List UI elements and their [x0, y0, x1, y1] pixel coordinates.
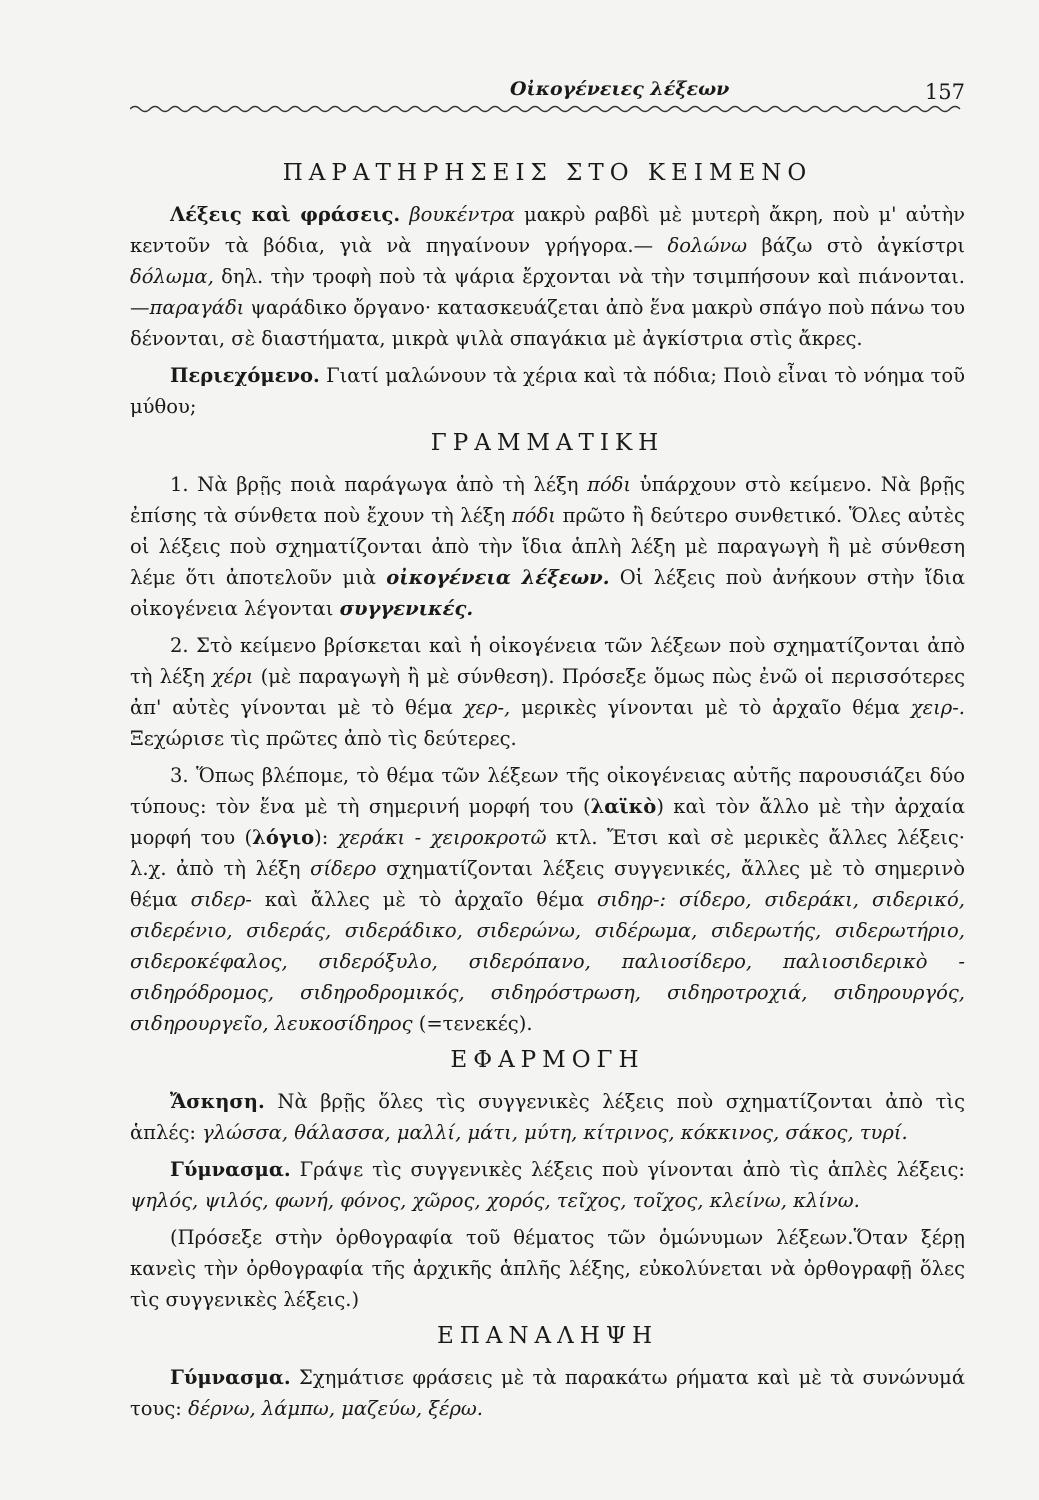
text-run: Οἱ λέξεις ποὺ ἀνήκουν στὴν ἴδια οἰκογένεια λέγονται — [130, 566, 965, 620]
text-run: (μὲ παραγωγὴ ἢ μὲ σύνθεση). Πρόσεξε ὅμως πὼς ἐνῶ οἱ περισσότερες ἀπ' αὐτὲς γίνονται μὲ τὸ θέμα — [130, 665, 965, 719]
italic-word-list: γλώσσα, θάλασσα, μαλλί, μάτι, μύτη, κίτρινος, κόκκινος, σάκος, τυρί. — [202, 1121, 908, 1144]
text-run: 1. Νὰ βρῇς ποιὰ παράγωγα ἀπὸ τὴ λέξη — [170, 473, 579, 496]
text-run: Γιατί μαλώνουν τὰ χέρια καὶ τὰ πόδια; Ποιὸ εἶναι τὸ νόημα τοῦ μύθου; — [130, 364, 966, 418]
text-run: σχηματίζονται λέξεις συγγενικές, ἄλλες μὲ τὸ σημερινὸ θέμα — [130, 857, 965, 911]
bold-term: λόγιο — [252, 826, 315, 849]
page-number: 157 — [924, 80, 965, 104]
section-heading-review: ΕΠΑΝΑΛΗΨΗ — [436, 1323, 659, 1349]
paragraph-grammar-1 — [130, 469, 965, 624]
italic-word: παραγάδι — [149, 296, 245, 319]
italic-word: χεράκι - χειροκροτῶ — [337, 826, 547, 849]
text-run: καὶ ἄλλες μὲ τὸ ἀρχαῖο θέμα — [264, 888, 585, 911]
term-label: Γύμνασμα. — [170, 1158, 291, 1181]
paragraph-words-phrases — [130, 199, 965, 354]
bold-italic-term: οἰκογένεια λέξεων. — [386, 566, 610, 589]
section-heading-grammar: ΓΡΑΜΜΑΤΙΚΗ — [430, 430, 665, 456]
page-content — [130, 152, 965, 1430]
bold-italic-term: συγγενικές. — [339, 597, 474, 620]
paragraph-drill — [130, 1154, 965, 1216]
text-run: ): — [314, 826, 329, 849]
italic-word: σιδερ- — [190, 888, 252, 911]
text-run: μακρὺ ραβδὶ μὲ μυτερὴ ἄκρη, ποὺ μ' αὐτὴν κεντοῦν τὰ βόδια, γιὰ νὰ πηγαίνουν γρήγορα.— — [130, 203, 965, 257]
italic-word: δόλωμα, — [130, 265, 214, 288]
text-run: κτλ. Ἔτσι καὶ σὲ μερικὲς ἄλλες λέξεις· λ.χ. ἀπὸ τὴ λέξη — [130, 826, 966, 880]
italic-word: χειρ-. — [910, 696, 966, 719]
term-label: Λέξεις καὶ φράσεις. — [170, 203, 401, 226]
paragraph-exercise — [130, 1086, 965, 1148]
text-run: ) καὶ τὸν ἄλλο μὲ τὴν ἀρχαία μορφή του ( — [130, 795, 966, 849]
wavy-rule — [130, 104, 965, 114]
paragraph-grammar-2 — [130, 630, 965, 754]
text-run: μερικὲς γίνονται μὲ τὸ ἀρχαῖο θέμα — [521, 696, 900, 719]
text-run: Γράψε τὶς συγγενικὲς λέξεις ποὺ γίνονται ἀπὸ τὶς ἁπλὲς λέξεις: — [299, 1158, 965, 1181]
section-heading-observations: ΠΑΡΑΤΗΡΗΣΕΙΣ ΣΤΟ ΚΕΙΜΕΝΟ — [282, 160, 813, 186]
text-run: Ξεχώρισε τὶς πρῶτες ἀπὸ τὶς δεύτερες. — [130, 727, 517, 750]
bold-term: λαϊκὸ — [590, 795, 657, 818]
paragraph-note — [130, 1222, 965, 1315]
paragraph-content — [130, 360, 965, 422]
italic-word-list: σίδερο, σιδεράκι, σιδερικό, σιδερένιο, σιδεράς, σιδεράδικο, σιδερώνω, σιδέρωμα, σιδερωτής, σιδερωτήριο, σιδεροκέφαλος, σιδερόξυλο, σιδερόπανο, παλιοσίδερο, παλιοσιδερικὸ - σιδηρόδρομος, σιδηροδρομικός, σιδηρόστρωση, σιδηροτροχιά, σιδηρουργός, σιδηρουργεῖο, λευκοσίδηρος — [130, 888, 965, 1035]
italic-word: χερ-, — [463, 696, 511, 719]
paragraph-grammar-3 — [130, 760, 965, 1039]
text-run: Σχημάτισε φράσεις μὲ τὰ παρακάτω ρήματα καὶ μὲ τὰ συνώνυμά τους: — [130, 1366, 965, 1420]
text-run: δηλ. τὴν τροφὴ ποὺ τὰ ψάρια ἔρχονται νὰ τὴν τσιμπήσουν καὶ πιάνονται.— — [130, 265, 965, 319]
italic-word: βουκέντρα — [409, 203, 515, 226]
italic-word-list: δέρνω, λάμπω, μαζεύω, ξέρω. — [188, 1397, 484, 1420]
text-run: (Πρόσεξε στὴν ὀρθογραφία τοῦ θέματος τῶν ὁμώνυμων λέξεων.Ὅταν ξέρῃ κανεὶς τὴν ὀρθογραφία τῆς ἀρχικῆς ἁπλῆς λέξης, εὐκολύνεται νὰ ὀρθογραφῇ ὅλες τὶς συγγενικὲς λέξεις.) — [130, 1226, 965, 1311]
text-run: πρῶτο ἢ δεύτερο συνθετικό. Ὅλες αὐτὲς οἱ λέξεις ποὺ σχηματίζονται ἀπὸ τὴν ἴδια ἁπλὴ λέξη μὲ παραγωγὴ ἢ μὲ σύνθεση λέμε ὅτι ἀποτελοῦν μιὰ — [130, 504, 965, 589]
italic-word: χέρι — [211, 665, 254, 688]
italic-word: πόδι — [587, 473, 632, 496]
term-label: Ἄσκηση. — [170, 1090, 265, 1113]
text-run: (=τενεκές). — [418, 1012, 533, 1035]
term-label: Γύμνασμα. — [170, 1366, 291, 1389]
section-heading-application: ΕΦΑΡΜΟΓΗ — [450, 1047, 645, 1073]
page-header — [130, 70, 965, 118]
text-run: Νὰ βρῇς ὅλες τὶς συγγενικὲς λέξεις ποὺ σχηματίζονται ἀπὸ τὶς ἁπλές: — [130, 1090, 965, 1144]
paragraph-review-drill — [130, 1362, 965, 1424]
text-run: βάζω στὸ ἀγκίστρι — [761, 234, 965, 257]
text-run: ψαράδικο ὄργανο· κατασκευάζεται ἀπὸ ἕνα μακρὺ σπάγο ποὺ πάνω του δένονται, σὲ διαστήματα, μικρὰ ψιλὰ σπαγάκια μὲ ἀγκίστρια στὶς ἄκρες. — [130, 296, 965, 350]
text-run: 3. Ὅπως βλέπομε, τὸ θέμα τῶν λέξεων τῆς οἰκογένειας αὐτῆς παρουσιάζει δύο τύπους: τὸν ἕνα μὲ τὴ σημερινή μορφή του ( — [130, 764, 965, 818]
italic-word-list: ψηλός, ψιλός, φωνή, φόνος, χῶρος, χορός, τεῖχος, τοῖχος, κλείνω, κλίνω. — [130, 1189, 860, 1212]
italic-word: σίδερο — [310, 857, 377, 880]
text-run: ὑπάρχουν στὸ κείμενο. Νὰ βρῇς ἐπίσης τὰ σύνθετα ποὺ ἔχουν τὴ λέξη — [130, 473, 965, 527]
italic-word: δολώνω — [667, 234, 748, 257]
italic-word: σιδηρ-: — [597, 888, 667, 911]
running-title: Οἰκογένειες λέξεων — [510, 78, 730, 100]
italic-word: πόδι — [511, 504, 556, 527]
text-run: 2. Στὸ κείμενο βρίσκεται καὶ ἡ οἰκογένεια τῶν λέξεων ποὺ σχηματίζονται ἀπὸ τὴ λέξη — [130, 634, 965, 688]
term-label: Περιεχόμενο. — [170, 364, 320, 387]
